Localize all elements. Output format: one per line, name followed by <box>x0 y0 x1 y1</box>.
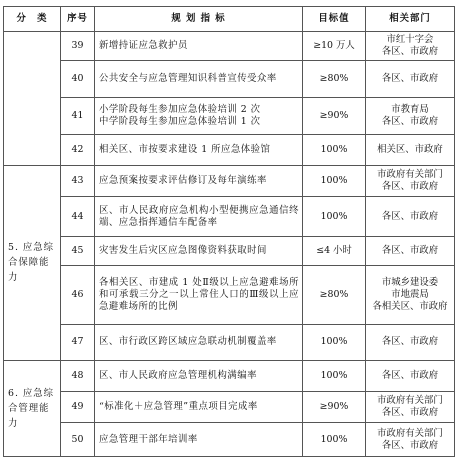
table-row <box>4 197 455 237</box>
row-department <box>366 61 455 98</box>
row-target: ≥80% <box>303 61 366 98</box>
row-target: ≤4 小时 <box>303 237 366 266</box>
row-number: 47 <box>61 325 95 361</box>
header-target: 目标值 <box>303 7 366 32</box>
row-indicator: 各相关区、市建成 1 处Ⅱ级以上应急避难场所和可承载三分之一以上常住人口的Ⅲ级以上应急避难场所的比例 <box>95 266 303 325</box>
table-row <box>4 32 455 61</box>
header-indicator: 规 划 指 标 <box>95 7 303 32</box>
table-row <box>4 423 455 457</box>
department-line: 市教育局 <box>391 103 429 115</box>
department-line: 各区、市政府 <box>381 46 439 58</box>
table-row <box>4 325 455 361</box>
department-line: 各区、市政府 <box>381 439 439 451</box>
table-row <box>4 165 455 196</box>
table-row <box>4 266 455 325</box>
category-cell-guarantee: 5. 应急综合保障能力 <box>4 165 61 360</box>
row-department <box>366 423 455 457</box>
department-line: 市城乡建设委 <box>381 277 439 289</box>
table-row <box>4 391 455 422</box>
header-category: 分 类 <box>4 7 61 32</box>
department-line: 市红十字会 <box>386 34 434 46</box>
row-indicator: 新增持证应急救护员 <box>95 32 303 61</box>
row-department <box>366 325 455 361</box>
department-line: 各区、市政府 <box>381 369 439 381</box>
row-number: 48 <box>61 360 95 391</box>
category-cell-prev <box>4 32 61 166</box>
row-number: 42 <box>61 134 95 165</box>
row-department <box>366 134 455 165</box>
row-target: 100% <box>303 165 366 196</box>
row-department <box>366 165 455 196</box>
department-line: 各区、市政府 <box>381 245 439 257</box>
indicator-line: 小学阶段每生参加应急体验培训 2 次 <box>99 103 261 115</box>
table-row <box>4 134 455 165</box>
row-target: 100% <box>303 423 366 457</box>
row-department <box>366 197 455 237</box>
row-indicator: “标准化＋应急管理”重点项目完成率 <box>95 391 303 422</box>
table-header-row <box>4 7 455 32</box>
row-number: 50 <box>61 423 95 457</box>
row-indicator <box>95 97 303 134</box>
row-target: ≥10 万人 <box>303 32 366 61</box>
table-row <box>4 61 455 98</box>
row-number: 43 <box>61 165 95 196</box>
row-target: ≥90% <box>303 97 366 134</box>
row-department <box>366 97 455 134</box>
department-line: 市政府有关部门 <box>377 169 443 181</box>
row-department <box>366 391 455 422</box>
row-number: 44 <box>61 197 95 237</box>
row-department <box>366 360 455 391</box>
row-indicator: 应急预案按要求评估修订及每年演练率 <box>95 165 303 196</box>
row-indicator: 公共安全与应急管理知识科普宣传受众率 <box>95 61 303 98</box>
row-target: 100% <box>303 360 366 391</box>
department-line: 相关区、市政府 <box>377 143 443 155</box>
department-line: 各区、市政府 <box>381 210 439 222</box>
row-indicator: 区、市人民政府应急管理机构满编率 <box>95 360 303 391</box>
table-row <box>4 360 455 391</box>
department-line: 市政府有关部门 <box>377 427 443 439</box>
header-number: 序号 <box>61 7 95 32</box>
row-target: ≥90% <box>303 391 366 422</box>
indicator-line: 中学阶段每生参加应急体验培训 1 次 <box>99 115 261 127</box>
row-number: 46 <box>61 266 95 325</box>
department-line: 各区、市政府 <box>381 115 439 127</box>
row-department <box>366 266 455 325</box>
row-number: 40 <box>61 61 95 98</box>
row-target: ≥80% <box>303 266 366 325</box>
row-department <box>366 237 455 266</box>
department-line: 市地震局 <box>391 289 429 301</box>
row-number: 45 <box>61 237 95 266</box>
department-line: 各区、市政府 <box>381 181 439 193</box>
row-number: 41 <box>61 97 95 134</box>
category-cell-management: 6. 应急综合管理能力 <box>4 360 61 456</box>
row-target: 100% <box>303 134 366 165</box>
row-target: 100% <box>303 197 366 237</box>
row-indicator: 区、市行政区跨区域应急联动机制覆盖率 <box>95 325 303 361</box>
row-indicator: 应急管理干部年培训率 <box>95 423 303 457</box>
department-line: 各区、市政府 <box>381 407 439 419</box>
department-line: 各相关区、市政府 <box>372 301 448 313</box>
row-department <box>366 32 455 61</box>
row-indicator: 灾害发生后灾区应急图像资料获取时间 <box>95 237 303 266</box>
planning-indicator-table <box>3 6 455 457</box>
row-number: 49 <box>61 391 95 422</box>
row-indicator: 相关区、市按要求建设 1 所应急体验馆 <box>95 134 303 165</box>
department-line: 市政府有关部门 <box>377 395 443 407</box>
department-line: 各区、市政府 <box>381 336 439 348</box>
header-department: 相关部门 <box>366 7 455 32</box>
row-indicator: 区、市人民政府应急机构小型便携应急通信终端、应急指挥通信车配备率 <box>95 197 303 237</box>
table-row <box>4 97 455 134</box>
department-line: 各区、市政府 <box>381 73 439 85</box>
table-row <box>4 237 455 266</box>
row-number: 39 <box>61 32 95 61</box>
row-target: 100% <box>303 325 366 361</box>
